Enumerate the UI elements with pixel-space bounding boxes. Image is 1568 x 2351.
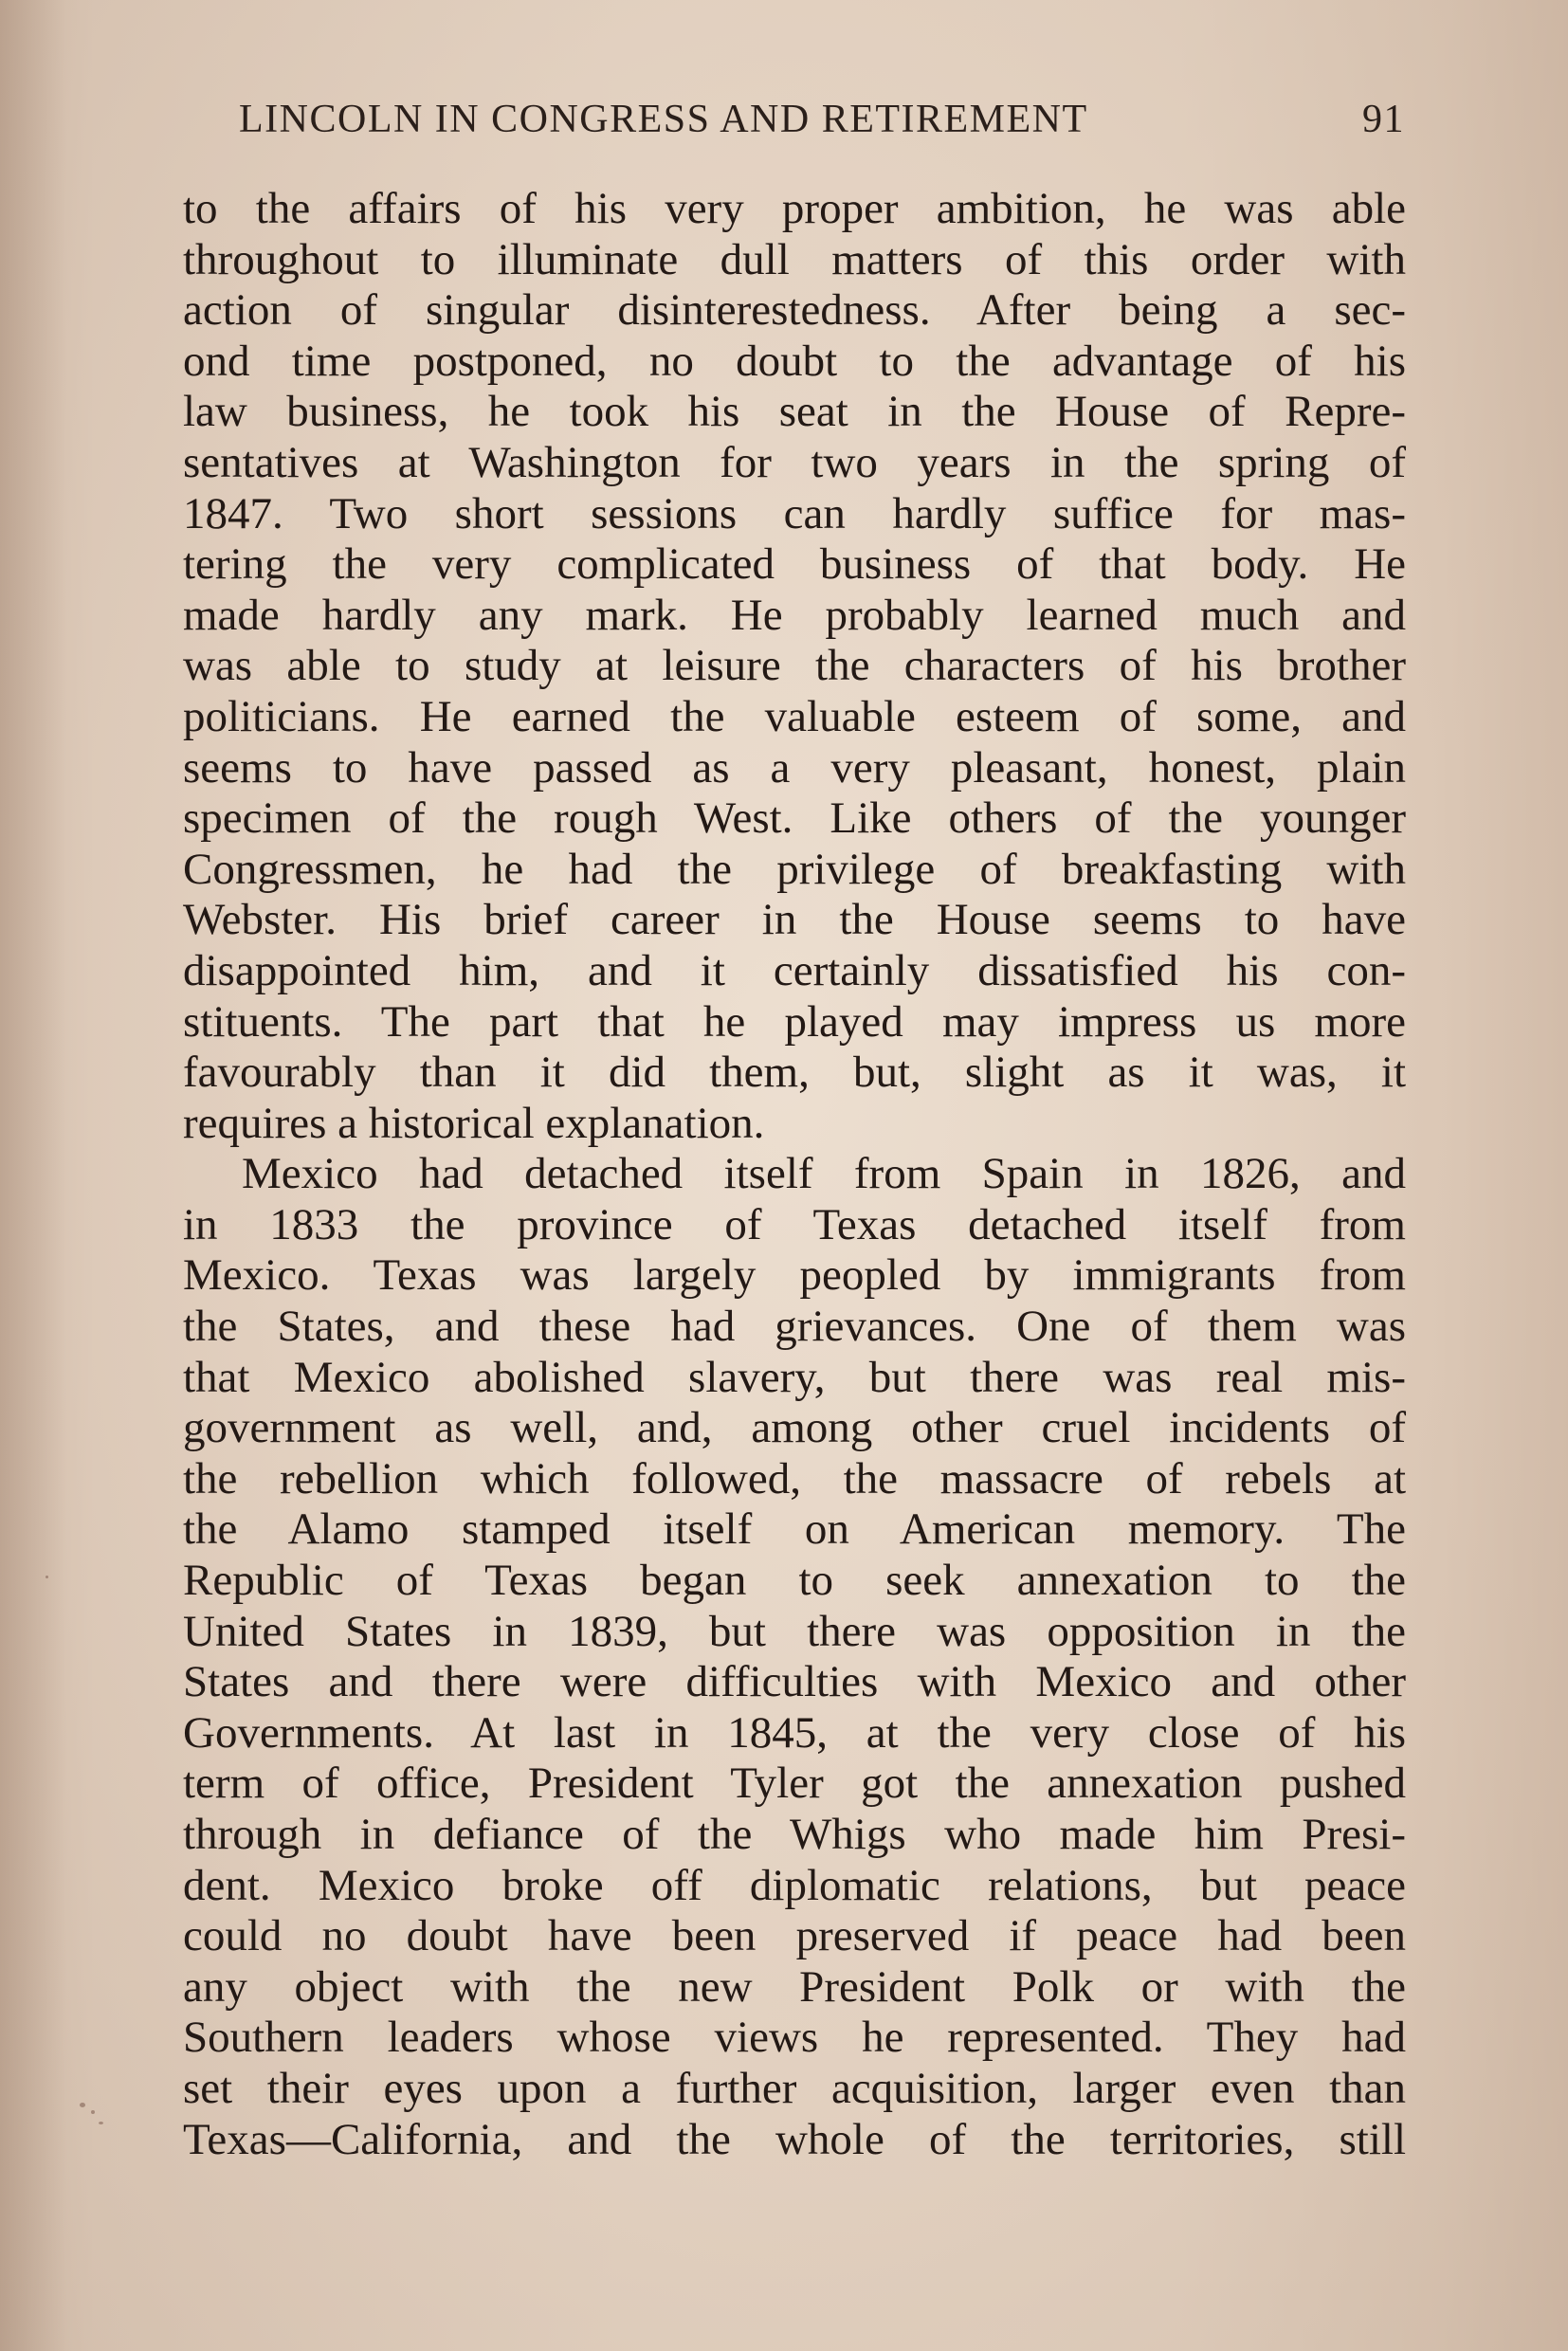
text-line: to the affairs of his very proper ambition, he was able — [183, 184, 1406, 233]
text-line: the Alamo stamped itself on American memory. The — [183, 1504, 1406, 1555]
text-line: favourably than it did them, but, slight as it was, it — [183, 1048, 1406, 1098]
text-line: specimen of the rough West. Like others of the younger — [183, 793, 1406, 844]
text-line: disappointed him, and it certainly dissatisfied his con- — [183, 945, 1406, 995]
text-line: Southern leaders whose views he represented. They had — [183, 2013, 1406, 2063]
text-line: the rebellion which followed, the massacre of rebels at — [183, 1453, 1406, 1504]
body-text — [183, 184, 1406, 2165]
text-line: the States, and these had grievances. One of them was — [183, 1302, 1406, 1352]
text-line: States and there were difficulties with Mexico and other — [183, 1657, 1406, 1707]
paragraph-2 — [183, 1149, 1406, 2165]
text-line: Mexico. Texas was largely peopled by immigrants from — [183, 1250, 1406, 1301]
text-line: throughout to illuminate dull matters of this order with — [183, 234, 1406, 284]
text-line: dent. Mexico broke off diplomatic relations, but peace — [183, 1860, 1406, 1910]
text-line: 1847. Two short sessions can hardly suffice for mas- — [183, 488, 1406, 538]
text-line: term of office, President Tyler got the annexation pushed — [183, 1759, 1406, 1809]
text-line: could no doubt have been preserved if peace had been — [183, 1911, 1406, 1961]
text-line: action of singular disinterestedness. After being a sec- — [183, 285, 1406, 336]
paragraph-1 — [183, 184, 1406, 1149]
page-number: 91 — [1362, 98, 1405, 141]
text-line: made hardly any mark. He probably learned much and — [183, 590, 1406, 640]
text-line: seems to have passed as a very pleasant, honest, plain — [183, 742, 1406, 793]
text-line: law business, he took his seat in the House of Repre- — [183, 387, 1406, 437]
text-line: tering the very complicated business of that body. He — [183, 539, 1406, 590]
text-line: Republic of Texas began to seek annexation to the — [183, 1556, 1406, 1606]
text-line: set their eyes upon a further acquisition, larger even than — [183, 2063, 1406, 2113]
text-line: through in defiance of the Whigs who made him Presi- — [183, 1810, 1406, 1859]
paper-speck — [99, 2122, 103, 2124]
paper-speck — [46, 1576, 48, 1578]
running-title: LINCOLN IN CONGRESS AND RETIREMENT — [239, 98, 1088, 141]
paper-speck — [80, 2103, 85, 2107]
text-line: that Mexico abolished slavery, but there was real mis- — [183, 1352, 1406, 1402]
text-line: ond time postponed, no doubt to the advantage of his — [183, 336, 1406, 386]
text-line: government as well, and, among other cruel incidents of — [183, 1403, 1406, 1453]
text-line: was able to study at leisure the characters of his brother — [183, 641, 1406, 691]
text-line: requires a historical explanation. — [183, 1098, 765, 1148]
text-line: any object with the new President Polk or with the — [183, 1961, 1406, 2012]
text-line: Webster. His brief career in the House seems to have — [183, 895, 1406, 945]
text-line: Governments. At last in 1845, at the very close of his — [183, 1707, 1406, 1758]
text-line: in 1833 the province of Texas detached itself from — [183, 1199, 1406, 1249]
text-line: Congressmen, he had the privilege of breakfasting with — [183, 844, 1406, 894]
text-line: politicians. He earned the valuable esteem of some, and — [183, 691, 1406, 741]
text-line: sentatives at Washington for two years in the spring of — [183, 437, 1406, 487]
gutter-shadow — [0, 0, 66, 2351]
text-line: stituents. The part that he played may impress us more — [183, 996, 1406, 1047]
text-line: United States in 1839, but there was opposition in the — [183, 1606, 1406, 1656]
text-line: Mexico had detached itself from Spain in 1826, and — [242, 1149, 1406, 1199]
paper-speck — [91, 2110, 95, 2114]
text-line: Texas—California, and the whole of the territories, still — [183, 2114, 1406, 2164]
